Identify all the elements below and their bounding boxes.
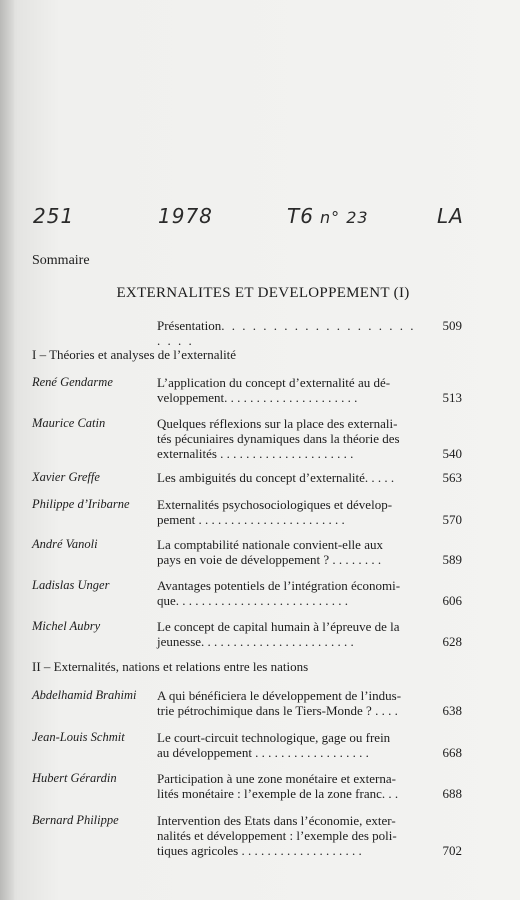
toc-entry-author: Michel Aubry xyxy=(32,619,101,633)
toc-entry-author: René Gendarme xyxy=(32,375,113,389)
toc-entry-author: Ladislas Unger xyxy=(32,578,110,592)
toc-entry-author: Philippe d’Iribarne xyxy=(32,497,130,511)
toc-entry-text: Le court-circuit technologique, gage ou frein au développement . . . . . . . . . . . . . . . . . . xyxy=(157,730,391,760)
toc-entry-author: Jean-Louis Schmit xyxy=(32,730,125,744)
toc-entry-page: 570 xyxy=(442,512,462,527)
toc-entry-author: Abdelhamid Brahimi xyxy=(32,688,137,702)
toc-entry-text: Participation à une zone monétaire et externa- lités monétaire : l’exemple de la zone franc. . . xyxy=(157,771,399,801)
toc-entry-text: Intervention des Etats dans l’économie, exter- nalités et développement : l’exemple des poli- tiques agricoles . . . . . . . . . . . . . . . . . . . xyxy=(157,813,397,858)
handwritten-note: 251 xyxy=(33,204,75,228)
toc-entry-author: Bernard Philippe xyxy=(32,813,119,827)
page-binding-shadow xyxy=(0,0,14,900)
toc-entry-author: Maurice Catin xyxy=(32,416,106,430)
toc-entry-page: 628 xyxy=(442,634,462,649)
toc-entry-author: André Vanoli xyxy=(32,537,98,551)
toc-entry-author: Xavier Greffe xyxy=(32,470,100,484)
toc-entry-page: 509 xyxy=(442,318,462,333)
toc-entry-author: Hubert Gérardin xyxy=(32,771,117,785)
toc-entry-page: 540 xyxy=(442,446,462,461)
sommaire-heading: Sommaire xyxy=(32,253,90,268)
section-heading: I – Théories et analyses de l’externalité xyxy=(32,347,237,362)
toc-entry-page: 702 xyxy=(442,843,462,858)
handwritten-note: n° 23 xyxy=(320,208,369,227)
toc-entry-page: 606 xyxy=(442,593,462,608)
toc-entry-text: La comptabilité nationale convient-elle aux pays en voie de développement ? . . . . . . . . xyxy=(157,537,383,567)
toc-entry-text: A qui bénéficiera le développement de l’indus- trie pétrochimique dans le Tiers-Monde ? . . . . xyxy=(157,688,402,718)
toc-entry-page: 638 xyxy=(442,703,462,718)
toc-entry-page: 668 xyxy=(442,745,462,760)
toc-entry-page: 589 xyxy=(442,552,462,567)
section-heading: II – Externalités, nations et relations entre les nations xyxy=(32,659,309,674)
toc-entry-page: 688 xyxy=(442,786,462,801)
toc-entry-text: L’application du concept d’externalité au dé- veloppement. . . . . . . . . . . . . . . . . . . . . xyxy=(157,375,391,405)
handwritten-note: 1978 xyxy=(158,204,213,228)
toc-entry-text: Le concept de capital humain à l’épreuve de la jeunesse. . . . . . . . . . . . . . . . . . . . . . . . xyxy=(157,619,400,649)
toc-entry-page: 563 xyxy=(442,470,462,485)
handwritten-note: T6 xyxy=(287,204,314,228)
page-title: EXTERNALITES ET DEVELOPPEMENT (I) xyxy=(116,285,410,301)
toc-entry-text: Externalités psychosociologiques et dévelop- pement . . . . . . . . . . . . . . . . . . . . . . . xyxy=(157,497,393,527)
handwritten-note: LA xyxy=(437,204,464,228)
toc-entry-text: Présentation. . . . . . . . . . . . . . . . . . . . . . . xyxy=(157,318,416,348)
toc-entry-page: 513 xyxy=(442,390,462,405)
toc-entry-text: Quelques réflexions sur la place des externali- tés pécuniaires dynamiques dans la théorie des externalités . . . . . . . . . . . . . . . . . . . . . xyxy=(157,416,400,461)
toc-entry-text: Les ambiguités du concept d’externalité. . . . . xyxy=(157,470,395,485)
toc-entry-text: Avantages potentiels de l’intégration économi- que. . . . . . . . . . . . . . . . . . . . . . . . . . . xyxy=(157,578,401,608)
